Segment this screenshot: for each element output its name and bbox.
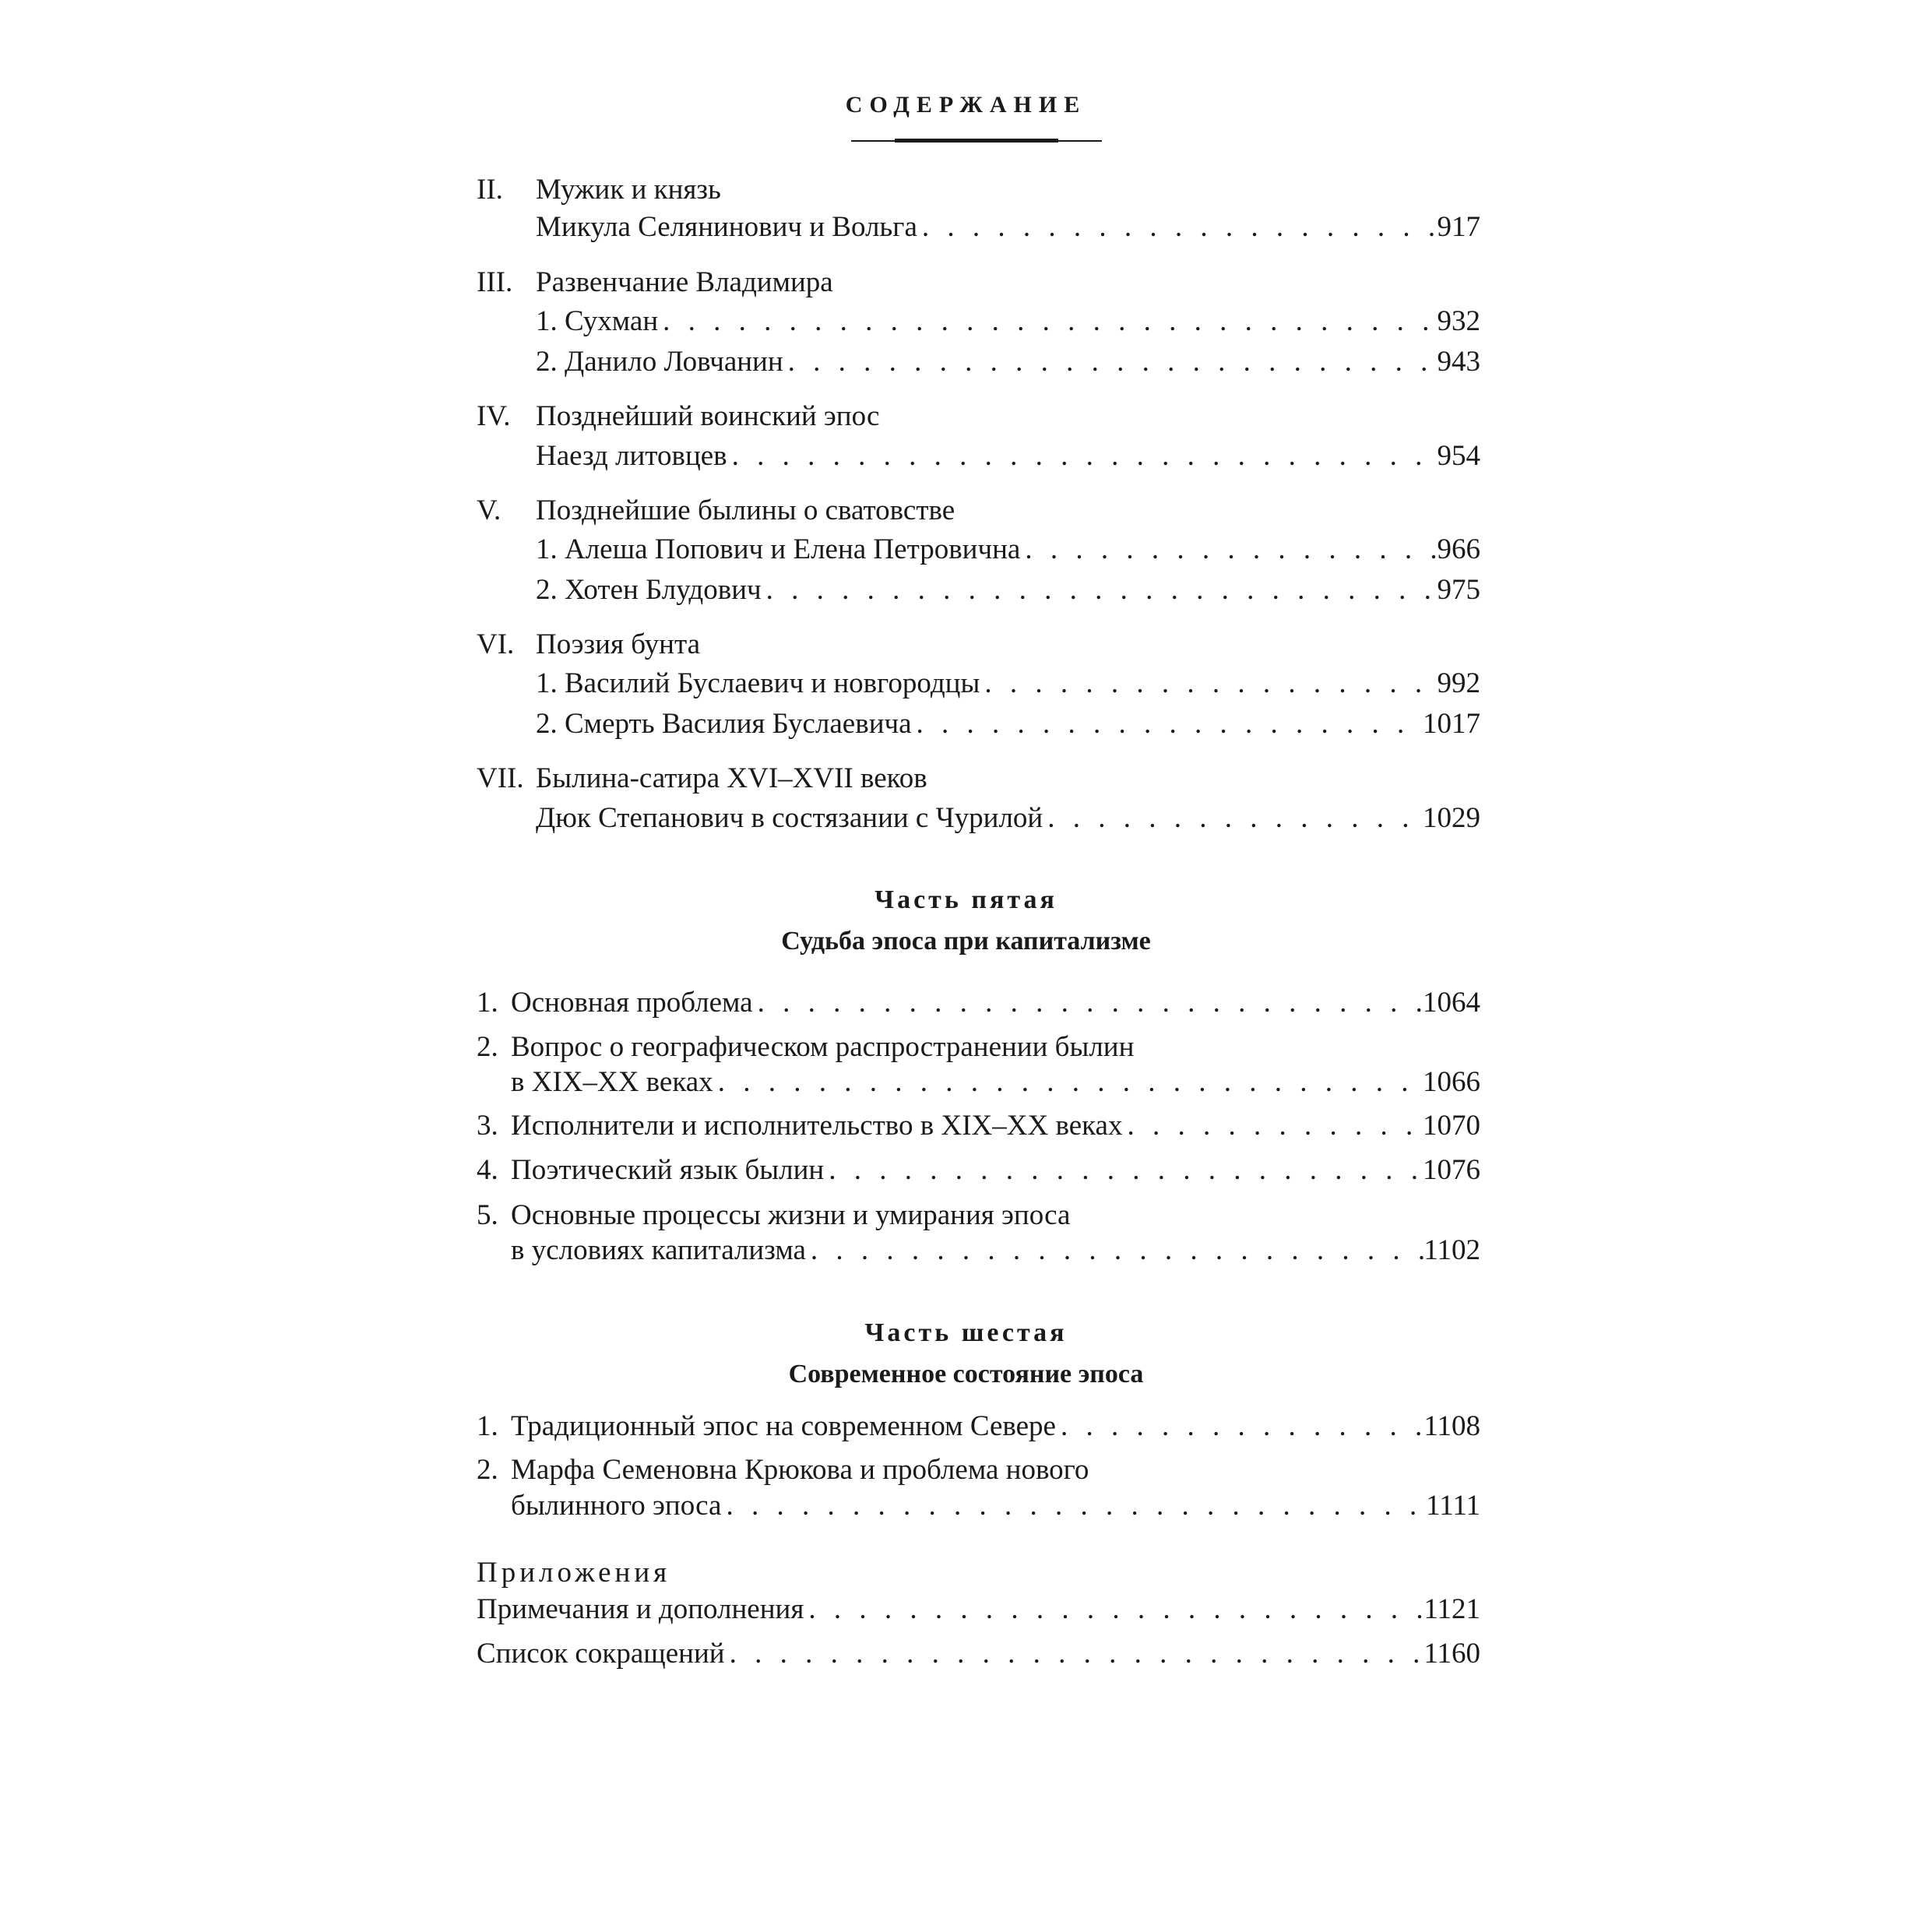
leader-dots <box>713 1065 1423 1100</box>
toc-entry-page: 1017 <box>1423 708 1480 740</box>
section-title: Позднейшие былины о сватовстве <box>536 494 955 526</box>
toc-entry-label: в условиях капитализма <box>511 1234 806 1266</box>
toc-entry-page: 1064 <box>1423 987 1480 1019</box>
leader-dots <box>1056 1409 1423 1444</box>
toc-entry-label: Список сокращений <box>477 1638 725 1670</box>
toc-entry[interactable] <box>536 439 1480 473</box>
section-number: V. <box>477 494 501 526</box>
appendix-title: Приложения <box>477 1557 671 1589</box>
leader-dots <box>725 1637 1424 1671</box>
leader-dots <box>1043 801 1423 836</box>
toc-entry-label-line: Марфа Семеновна Крюкова и проблема нового <box>511 1454 1089 1486</box>
leader-dots <box>804 1592 1423 1627</box>
item-number: 3. <box>477 1110 498 1142</box>
leader-dots <box>783 345 1438 379</box>
section-number: VII. <box>477 762 524 794</box>
section-title: Былина-сатира XVI–XVII веков <box>536 762 927 794</box>
section-title: Мужик и князь <box>536 174 721 206</box>
toc-entry[interactable] <box>536 801 1480 836</box>
toc-entry[interactable] <box>511 1065 1480 1100</box>
toc-entry-label: Наезд литовцев <box>536 440 727 472</box>
section-number: IV. <box>477 400 511 432</box>
toc-entry-page: 1029 <box>1423 802 1480 834</box>
part-title: Часть шестая <box>864 1318 1068 1347</box>
toc-entry-label-line: Вопрос о географическом распространении былин <box>511 1031 1135 1063</box>
toc-entry-label: Микула Селянинович и Вольга <box>536 211 917 243</box>
toc-entry-label: 2. Хотен Блудович <box>536 574 762 606</box>
toc-entry-page: 943 <box>1437 346 1480 378</box>
leader-dots <box>727 439 1438 473</box>
section-title: Развенчание Владимира <box>536 266 833 298</box>
toc-entry-label: Примечания и дополнения <box>477 1593 804 1625</box>
header-rule-accent <box>895 139 1058 143</box>
toc-entry-label-line: Основные процессы жизни и умирания эпоса <box>511 1199 1071 1231</box>
leader-dots <box>762 573 1438 607</box>
toc-entry-label: 1. Сухман <box>536 305 659 337</box>
toc-entry[interactable] <box>536 533 1480 567</box>
toc-entry-label: Исполнители и исполнительство в XIX–XX веках <box>511 1110 1123 1142</box>
item-number: 2. <box>477 1454 498 1486</box>
toc-entry-page: 1066 <box>1423 1066 1480 1098</box>
toc-entry-label: 2. Данило Ловчанин <box>536 346 783 378</box>
toc-entry[interactable] <box>536 345 1480 379</box>
toc-entry-label: Поэтический язык былин <box>511 1154 825 1186</box>
toc-entry-label: 2. Смерть Василия Буслаевича <box>536 708 912 740</box>
page-header-title: СОДЕРЖАНИЕ <box>845 92 1087 118</box>
toc-entry-page: 917 <box>1437 211 1480 243</box>
toc-entry[interactable] <box>477 1637 1480 1671</box>
toc-entry-page: 992 <box>1437 667 1480 699</box>
part-subtitle: Современное состояние эпоса <box>788 1360 1144 1388</box>
leader-dots <box>753 986 1423 1020</box>
toc-entry-label: 1. Алеша Попович и Елена Петровична <box>536 533 1021 565</box>
toc-entry-page: 1111 <box>1426 1490 1480 1522</box>
item-number: 1. <box>477 1410 498 1442</box>
toc-entry-label: Основная проблема <box>511 987 753 1019</box>
section-number: II. <box>477 174 503 206</box>
leader-dots <box>917 210 1438 245</box>
toc-entry[interactable] <box>511 1109 1480 1143</box>
toc-entry[interactable] <box>536 304 1480 339</box>
toc-entry-label: Дюк Степанович в состязании с Чурилой <box>536 802 1043 834</box>
section-title: Поэзия бунта <box>536 628 700 660</box>
toc-entry[interactable] <box>536 210 1480 245</box>
toc-entry-page: 932 <box>1437 305 1480 337</box>
toc-entry-page: 975 <box>1437 574 1480 606</box>
item-number: 5. <box>477 1199 498 1231</box>
toc-entry[interactable] <box>511 1489 1480 1523</box>
toc-entry[interactable] <box>536 707 1480 741</box>
toc-entry[interactable] <box>511 986 1480 1020</box>
part-subtitle: Судьба эпоса при капитализме <box>781 927 1151 955</box>
toc-entry[interactable] <box>511 1409 1480 1444</box>
toc-entry-page: 1160 <box>1423 1638 1480 1670</box>
toc-entry-label: 1. Василий Буслаевич и новгородцы <box>536 667 980 699</box>
leader-dots <box>1122 1109 1423 1143</box>
toc-entry[interactable] <box>511 1153 1480 1188</box>
section-number: III. <box>477 266 513 298</box>
item-number: 1. <box>477 987 498 1019</box>
toc-entry-label: в XIX–XX веках <box>511 1066 713 1098</box>
item-number: 2. <box>477 1031 498 1063</box>
leader-dots <box>912 707 1423 741</box>
part-title: Часть пятая <box>875 885 1057 914</box>
toc-entry-page: 1070 <box>1423 1110 1480 1142</box>
toc-entry[interactable] <box>477 1592 1480 1627</box>
toc-entry-page: 966 <box>1437 533 1480 565</box>
leader-dots <box>1020 533 1437 567</box>
section-number: VI. <box>477 628 515 660</box>
toc-entry-label: Традиционный эпос на современном Севере <box>511 1410 1056 1442</box>
toc-entry[interactable] <box>511 1233 1480 1268</box>
toc-entry[interactable] <box>536 573 1480 607</box>
section-title: Позднейший воинский эпос <box>536 400 880 432</box>
toc-entry[interactable] <box>536 667 1480 701</box>
item-number: 4. <box>477 1154 498 1186</box>
leader-dots <box>806 1233 1423 1268</box>
leader-dots <box>721 1489 1426 1523</box>
leader-dots <box>658 304 1437 339</box>
toc-entry-page: 954 <box>1437 440 1480 472</box>
toc-entry-label: былинного эпоса <box>511 1490 722 1522</box>
leader-dots <box>824 1153 1423 1188</box>
toc-entry-page: 1076 <box>1423 1154 1480 1186</box>
toc-entry-page: 1108 <box>1423 1410 1480 1442</box>
leader-dots <box>980 667 1437 701</box>
toc-entry-page: 1121 <box>1423 1593 1480 1625</box>
toc-entry-page: 1102 <box>1423 1234 1480 1266</box>
